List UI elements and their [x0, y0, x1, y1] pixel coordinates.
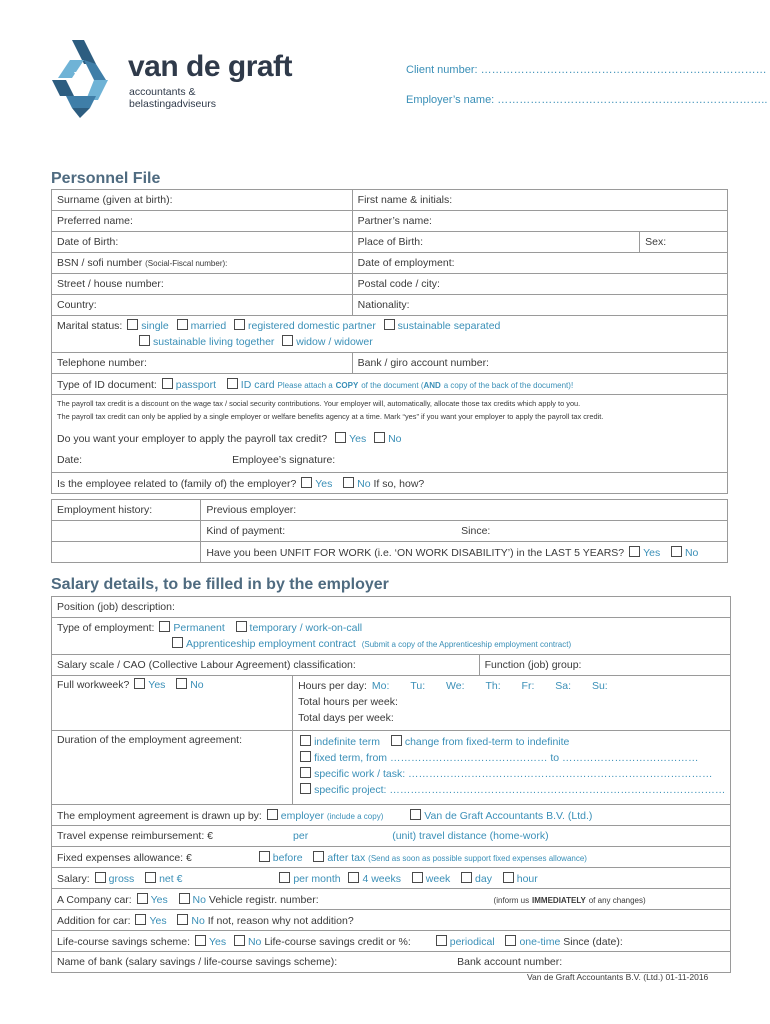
- table-row: [52, 889, 731, 910]
- function-group-field[interactable]: Function (job) group:: [479, 655, 731, 676]
- personnel-file-title: Personnel File: [51, 170, 161, 187]
- table-row: [52, 374, 728, 395]
- checkbox-unfit-no[interactable]: [671, 546, 682, 557]
- checkbox-single[interactable]: [127, 319, 138, 330]
- telephone-field[interactable]: Telephone number:: [52, 353, 353, 374]
- hours-cell: [293, 676, 731, 731]
- table-row: [52, 353, 728, 374]
- nationality-field[interactable]: Nationality:: [352, 295, 727, 316]
- table-row: [52, 295, 728, 316]
- related-row: Is the employee related to (family of) the employer? Yes No If so, how?: [52, 473, 728, 494]
- checkbox-week[interactable]: [412, 872, 423, 883]
- table-row: [52, 521, 728, 542]
- unfit-for-work-row: Have you been UNFIT FOR WORK (i.e. ‘ON WORK DISABILITY’) in the LAST 5 YEARS? Yes No: [201, 542, 728, 563]
- table-row: [52, 211, 728, 232]
- table-row: [52, 473, 728, 494]
- table-row: [52, 618, 731, 655]
- sex-field[interactable]: Sex:: [640, 232, 728, 253]
- total-days-field[interactable]: Total days per week:: [298, 712, 394, 724]
- hours-su[interactable]: Su:: [591, 680, 608, 692]
- table-row: [52, 316, 728, 353]
- checkbox-one-time[interactable]: [505, 935, 516, 946]
- brand-name: van de graft: [128, 50, 293, 83]
- checkbox-periodical[interactable]: [436, 935, 447, 946]
- hours-fr[interactable]: Fr:: [521, 680, 535, 692]
- date-of-birth-field[interactable]: Date of Birth:: [52, 232, 353, 253]
- preferred-name-field[interactable]: Preferred name:: [52, 211, 353, 232]
- checkbox-fullweek-yes[interactable]: [134, 678, 145, 689]
- id-document-row: Type of ID document: passport ID card Please attach a COPY of the document (AND a copy of the back of the document)!: [52, 374, 728, 395]
- drawn-up-row: The employment agreement is drawn up by: employer (include a copy) Van de Graft Accountants B.V. (Ltd.): [52, 805, 731, 826]
- checkbox-related-yes[interactable]: [301, 477, 312, 488]
- tax-credit-question: Do you want your employer to apply the payroll tax credit? Yes No: [57, 433, 402, 445]
- partner-name-field[interactable]: Partner’s name:: [352, 211, 727, 232]
- total-hours-field[interactable]: Total hours per week:: [298, 696, 398, 708]
- table-row: [52, 542, 728, 563]
- table-row: [52, 253, 728, 274]
- checkbox-id-card[interactable]: [227, 378, 238, 389]
- table-row: [52, 500, 728, 521]
- checkbox-car-yes[interactable]: [137, 893, 148, 904]
- kind-of-payment-field[interactable]: Kind of payment: Since:: [201, 521, 728, 542]
- checkbox-sustainable-separated[interactable]: [384, 319, 395, 330]
- checkbox-fullweek-no[interactable]: [176, 678, 187, 689]
- country-field[interactable]: Country:: [52, 295, 353, 316]
- first-name-field[interactable]: First name & initials:: [352, 190, 727, 211]
- life-course-row: Life-course savings scheme: Yes No Life-course savings credit or %: periodical one-time Since (date):: [52, 931, 731, 952]
- checkbox-drawn-vdg[interactable]: [410, 809, 421, 820]
- marital-status-row: Marital status: single married registered domestic partner sustainable separated sustainable living together widow / widower: [52, 316, 728, 353]
- checkbox-permanent[interactable]: [159, 621, 170, 632]
- postal-code-field[interactable]: Postal code / city:: [352, 274, 727, 295]
- checkbox-gross[interactable]: [95, 872, 106, 883]
- employer-name-field[interactable]: Employer’s name: ………………………………………………………………..: [406, 94, 768, 106]
- checkbox-after-tax[interactable]: [313, 851, 324, 862]
- checkbox-day[interactable]: [461, 872, 472, 883]
- checkbox-married[interactable]: [177, 319, 188, 330]
- checkbox-fixed-term[interactable]: [300, 751, 311, 762]
- employment-type-row: Type of employment: Permanent temporary / work-on-call Apprenticeship employment contract (Submit a copy of the Apprenticeship employment contract): [52, 618, 731, 655]
- table-row: [52, 676, 731, 731]
- signature-field[interactable]: Employee’s signature:: [232, 454, 336, 466]
- table-row: [52, 931, 731, 952]
- salary-scale-field[interactable]: Salary scale / CAO (Collective Labour Agreement) classification:: [52, 655, 480, 676]
- surname-field[interactable]: Surname (given at birth):: [52, 190, 353, 211]
- date-of-employment-field[interactable]: Date of employment:: [352, 253, 727, 274]
- full-workweek-cell: Full workweek? Yes No: [52, 676, 293, 731]
- hours-sa[interactable]: Sa:: [555, 680, 572, 692]
- table-row: [52, 731, 731, 805]
- checkbox-registered-partner[interactable]: [234, 319, 245, 330]
- table-row: [52, 395, 728, 473]
- bank-name-row[interactable]: Name of bank (salary savings / life-course savings scheme): Bank account number:: [52, 952, 731, 973]
- hours-we[interactable]: We:: [446, 680, 465, 692]
- bank-account-field[interactable]: Bank / giro account number:: [352, 353, 727, 374]
- table-row: [52, 952, 731, 973]
- duration-options: indefinite term change from fixed-term to indefinite fixed term, from ……………………………………… to ………………………………… specific work / task: …………………………………………………………………………… specific project: ……………………………………………………………………………………: [293, 731, 731, 805]
- bsn-field[interactable]: BSN / sofi number (Social-Fiscal number):: [52, 253, 353, 274]
- position-field[interactable]: Position (job) description:: [52, 597, 731, 618]
- brand-subtitle: accountants & belastingadviseurs: [129, 86, 216, 110]
- table-row: [52, 868, 731, 889]
- checkbox-addition-no[interactable]: [177, 914, 188, 925]
- salary-details-title: Salary details, to be filled in by the employer: [51, 576, 389, 593]
- checkbox-tax-no[interactable]: [374, 432, 385, 443]
- checkbox-4-weeks[interactable]: [348, 872, 359, 883]
- date-field[interactable]: Date:: [57, 454, 83, 466]
- table-row: [52, 655, 731, 676]
- checkbox-related-no[interactable]: [343, 477, 354, 488]
- checkbox-specific-project[interactable]: [300, 783, 311, 794]
- fixed-expenses-row: Fixed expenses allowance: € before after tax (Send as soon as possible support fixed expenses allowance): [52, 847, 731, 868]
- table-row: [52, 910, 731, 931]
- checkbox-life-no[interactable]: [234, 935, 245, 946]
- checkbox-specific-work[interactable]: [300, 767, 311, 778]
- table-row: [52, 847, 731, 868]
- hours-tu[interactable]: Tu:: [410, 680, 426, 692]
- checkbox-apprenticeship[interactable]: [172, 637, 183, 648]
- checkbox-unfit-yes[interactable]: [629, 546, 640, 557]
- company-car-row: A Company car: Yes No Vehicle registr. number: (inform us IMMEDIATELY of any changes): [52, 889, 731, 910]
- salary-type-row: Salary: gross net € per month 4 weeks week day hour: [52, 868, 731, 889]
- checkbox-car-no[interactable]: [179, 893, 190, 904]
- checkbox-per-month[interactable]: [279, 872, 290, 883]
- checkbox-change-fixed[interactable]: [391, 735, 402, 746]
- footer-text: Van de Graft Accountants B.V. (Ltd.) 01-11-2016: [527, 972, 709, 982]
- street-field[interactable]: Street / house number:: [52, 274, 353, 295]
- table-row: [52, 274, 728, 295]
- table-row: [52, 805, 731, 826]
- personnel-table: [51, 189, 728, 494]
- table-row: [52, 597, 731, 618]
- previous-employer-field[interactable]: Previous employer:: [201, 500, 728, 521]
- duration-label: Duration of the employment agreement:: [52, 731, 293, 805]
- employment-history-label: Employment history:: [52, 500, 201, 521]
- travel-expense-row[interactable]: Travel expense reimbursement: € per (unit) travel distance (home-work): [52, 826, 731, 847]
- date-signature-line: [57, 454, 722, 466]
- client-number-field[interactable]: Client number: ……………………………………………………………………: [406, 64, 767, 76]
- employment-history-table: [51, 499, 728, 563]
- table-row: [52, 232, 728, 253]
- hours-mo[interactable]: Mo:: [371, 680, 390, 692]
- checkbox-tax-yes[interactable]: [335, 432, 346, 443]
- checkbox-life-yes[interactable]: [195, 935, 206, 946]
- checkbox-sustainable-living-together[interactable]: [139, 335, 150, 346]
- checkbox-indefinite[interactable]: [300, 735, 311, 746]
- checkbox-widow[interactable]: [282, 335, 293, 346]
- company-logo-icon: [50, 38, 112, 120]
- hours-th[interactable]: Th:: [485, 680, 501, 692]
- checkbox-addition-yes[interactable]: [135, 914, 146, 925]
- checkbox-hour[interactable]: [503, 872, 514, 883]
- checkbox-temporary[interactable]: [236, 621, 247, 632]
- checkbox-drawn-employer[interactable]: [267, 809, 278, 820]
- table-row: [52, 826, 731, 847]
- checkbox-passport[interactable]: [162, 378, 173, 389]
- place-of-birth-field[interactable]: Place of Birth:: [352, 232, 639, 253]
- salary-table: [51, 596, 731, 973]
- checkbox-before-tax[interactable]: [259, 851, 270, 862]
- checkbox-net[interactable]: [145, 872, 156, 883]
- addition-car-row: Addition for car: Yes No If not, reason why not addition?: [52, 910, 731, 931]
- tax-credit-row: The payroll tax credit is a discount on the wage tax / social security contributions. Your employer will, automatically, allocate those tax credits which apply to you. The payroll tax credit can only be applied by a single employer or welfare benefits agency at a time. Mark “yes” if you want your employer to apply the payroll tax credit. Do you want your employer to apply the payroll tax credit? Yes No Date: Employee’s signature:: [52, 395, 728, 473]
- table-row: [52, 190, 728, 211]
- hours-per-day-line: Hours per day: Mo: Tu: We: Th: Fr: Sa: Su:: [298, 680, 608, 692]
